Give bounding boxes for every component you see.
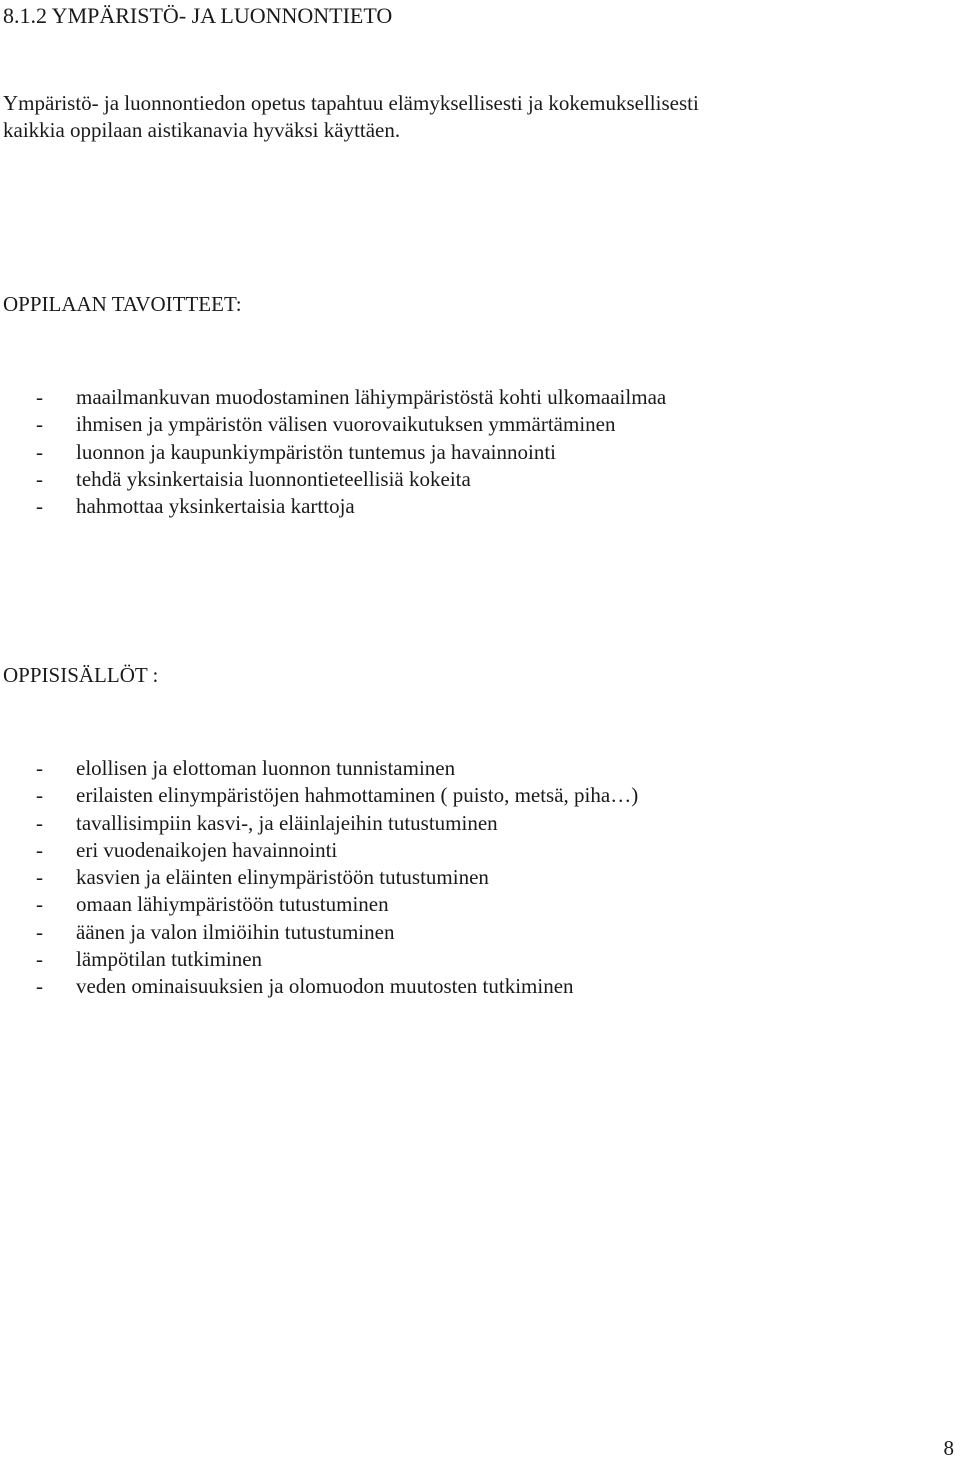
contents-list — [36, 755, 638, 1001]
list-item — [36, 782, 638, 809]
contents-title: OPPISISÄLLÖT : — [3, 663, 159, 687]
list-item — [36, 755, 638, 782]
intro-paragraph — [3, 90, 699, 144]
bullet-dash: - — [36, 919, 43, 944]
goals-list — [36, 384, 666, 520]
list-item — [36, 810, 638, 837]
list-item — [36, 384, 666, 411]
bullet-dash: - — [36, 412, 43, 437]
intro-line: kaikkia oppilaan aistikanavia hyväksi käyttäen. — [3, 118, 401, 142]
bullet-dash: - — [36, 494, 43, 519]
list-item-text: omaan lähiympäristöön tutustuminen — [76, 892, 389, 917]
list-item — [36, 946, 638, 973]
bullet-dash: - — [36, 865, 43, 890]
list-item-text: erilaisten elinympäristöjen hahmottaminen ( puisto, metsä, piha…) — [76, 783, 639, 808]
list-item-text: veden ominaisuuksien ja olomuodon muutosten tutkiminen — [76, 974, 574, 999]
list-item-text: hahmottaa yksinkertaisia karttoja — [76, 494, 355, 519]
bullet-dash: - — [36, 385, 43, 409]
bullet-dash: - — [36, 439, 43, 464]
list-item — [36, 466, 666, 493]
intro-line: Ympäristö- ja luonnontiedon opetus tapahtuu elämyksellisesti ja kokemuksellisesti — [3, 91, 699, 115]
bullet-dash: - — [36, 810, 43, 835]
list-item — [36, 919, 638, 946]
bullet-dash: - — [36, 783, 43, 808]
bullet-dash: - — [36, 892, 43, 917]
list-item — [36, 439, 666, 466]
bullet-dash: - — [36, 974, 43, 999]
list-item-text: kasvien ja eläinten elinympäristöön tutustuminen — [76, 865, 489, 890]
list-item-text: elollisen ja elottoman luonnon tunnistaminen — [76, 756, 456, 780]
list-item-text: luonnon ja kaupunkiympäristön tuntemus ja havainnointi — [76, 439, 557, 464]
list-item-text: lämpötilan tutkiminen — [76, 947, 263, 972]
list-item-text: eri vuodenaikojen havainnointi — [76, 837, 338, 862]
list-item-text: tavallisimpiin kasvi-, ja eläinlajeihin tutustuminen — [76, 810, 498, 835]
section-heading: 8.1.2 YMPÄRISTÖ- JA LUONNONTIETO — [3, 3, 393, 28]
list-item-text: tehdä yksinkertaisia luonnontieteellisiä kokeita — [76, 466, 471, 491]
page-number: 8 — [943, 1436, 954, 1460]
bullet-dash: - — [36, 466, 43, 491]
bullet-dash: - — [36, 837, 43, 862]
list-item — [36, 973, 638, 1000]
list-item — [36, 493, 666, 520]
list-item-text: äänen ja valon ilmiöihin tutustuminen — [76, 919, 395, 944]
list-item — [36, 837, 638, 864]
list-item — [36, 411, 666, 438]
list-item-text: maailmankuvan muodostaminen lähiympäristöstä kohti ulkomaailmaa — [76, 385, 667, 409]
bullet-dash: - — [36, 756, 43, 780]
list-item-text: ihmisen ja ympäristön välisen vuorovaikutuksen ymmärtäminen — [76, 412, 616, 437]
list-item — [36, 864, 638, 891]
list-item — [36, 891, 638, 918]
goals-title: OPPILAAN TAVOITTEET: — [3, 292, 242, 316]
bullet-dash: - — [36, 947, 43, 972]
